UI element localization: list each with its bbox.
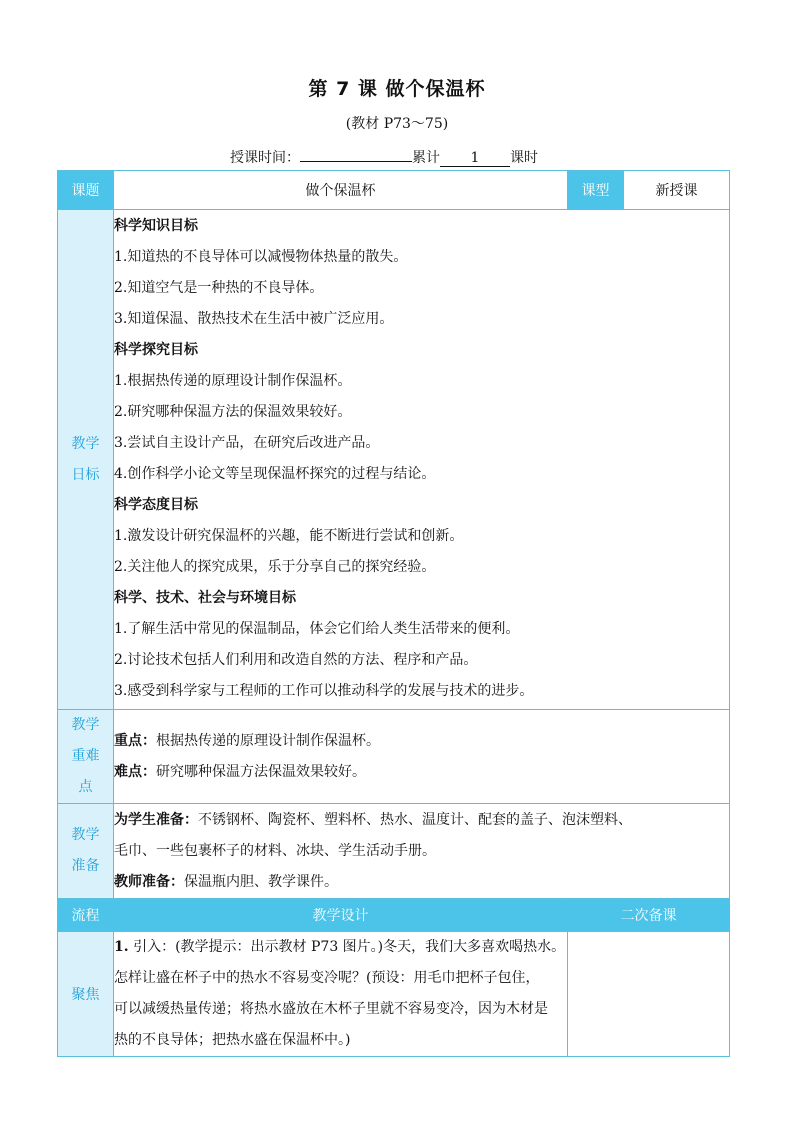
focus-row (58, 932, 730, 1057)
cumulative-value[interactable]: 1 (440, 150, 510, 167)
topic-row (58, 171, 730, 210)
focus-text: 根据热传递的原理设计制作保温杯。 (156, 732, 380, 749)
textbook-pages: (教材 P73～75) (345, 116, 449, 132)
list-item: 2.关注他人的探究成果，乐于分享自己的探究经验。 (114, 559, 436, 575)
objectives-label: 教学 日标 (58, 210, 114, 710)
focus-line: 可以减缓热量传递；将热水盛放在木杯子里就不容易变冷，因为木材是 (114, 1001, 548, 1017)
key-points-row (58, 710, 730, 804)
cumulative-label: 累计 (412, 150, 440, 166)
lesson-title: 第 7 课 做个保温杯 (308, 78, 486, 100)
topic-value: 做个保温杯 (114, 171, 568, 210)
focus-num: 1. (114, 939, 129, 955)
time-blank[interactable] (300, 145, 412, 162)
list-item: 3.知道保温、散热技术在生活中被广泛应用。 (114, 311, 394, 327)
objectives-row (58, 210, 730, 710)
process-label: 流程 (58, 899, 114, 932)
list-item: 1.激发设计研究保温杯的兴趣，能不断进行尝试和创新。 (114, 528, 464, 544)
list-item: 3.感受到科学家与工程师的工作可以推动科学的发展与技术的进步。 (114, 683, 534, 699)
topic-label: 课题 (58, 171, 114, 210)
list-item: 4.创作科学小论文等呈现保温杯探究的过程与结论。 (114, 466, 436, 482)
design-label: 教学设计 (114, 899, 568, 932)
teacher-prep-text: 保温瓶内胆、教学课件。 (184, 873, 338, 890)
process-header-row (58, 899, 730, 932)
type-label: 课型 (568, 171, 624, 210)
preparation-row (58, 804, 730, 899)
student-prep-text: 不锈钢杯、陶瓷杯、塑料杯、热水、温度计、配套的盖子、泡沫塑料、 (198, 811, 632, 828)
time-label: 授课时间： (230, 150, 300, 166)
list-item: 2.知道空气是一种热的不良导体。 (114, 280, 324, 296)
inquiry-heading: 科学探究目标 (114, 342, 198, 358)
key-points-content (114, 710, 730, 804)
difficulty-label: 难点： (114, 763, 156, 780)
list-item: 2.讨论技术包括人们利用和改造自然的方法、程序和产品。 (114, 652, 478, 668)
focus-stage-content (114, 932, 568, 1057)
list-item: 1.根据热传递的原理设计制作保温杯。 (114, 373, 352, 389)
focus-second-prep[interactable] (568, 932, 730, 1057)
student-prep-text-cont: 毛巾、一些包裹杯子的材料、冰块、学生活动手册。 (114, 842, 436, 859)
lesson-plan-table (57, 170, 730, 1057)
focus-line: 热的不良导体；把热水盛在保温杯中。) (114, 1032, 351, 1048)
student-prep-label: 为学生准备： (114, 811, 198, 828)
period-label: 课时 (510, 150, 538, 166)
list-item: 1.了解生活中常见的保温制品，体会它们给人类生活带来的便利。 (114, 621, 520, 637)
list-item: 1.知道热的不良导体可以减慢物体热量的散失。 (114, 249, 408, 265)
focus-label: 重点： (114, 732, 156, 749)
focus-stage-label: 聚焦 (58, 932, 114, 1057)
attitude-heading: 科学态度目标 (114, 497, 198, 513)
list-item: 2.研究哪种保温方法的保温效果较好。 (114, 404, 352, 420)
objectives-content (114, 210, 730, 710)
knowledge-heading: 科学知识目标 (114, 218, 198, 234)
list-item: 3.尝试自主设计产品，在研究后改进产品。 (114, 435, 380, 451)
preparation-content (114, 804, 730, 899)
preparation-label: 教学 准备 (58, 804, 114, 899)
stse-heading: 科学、技术、社会与环境目标 (114, 590, 296, 606)
teacher-prep-label: 教师准备： (114, 873, 184, 890)
focus-line: 引入：(教学提示：出示教材 P73 图片。)冬天，我们大多喜欢喝热水。 (128, 939, 566, 955)
key-points-label: 教学 重难 点 (58, 710, 114, 804)
class-time-line (230, 145, 538, 167)
difficulty-text: 研究哪种保温方法保温效果较好。 (156, 763, 366, 780)
second-prep-label: 二次备课 (568, 899, 730, 932)
focus-line: 怎样让盛在杯子中的热水不容易变冷呢？(预设：用毛巾把杯子包住， (114, 970, 540, 986)
type-value: 新授课 (624, 171, 730, 210)
